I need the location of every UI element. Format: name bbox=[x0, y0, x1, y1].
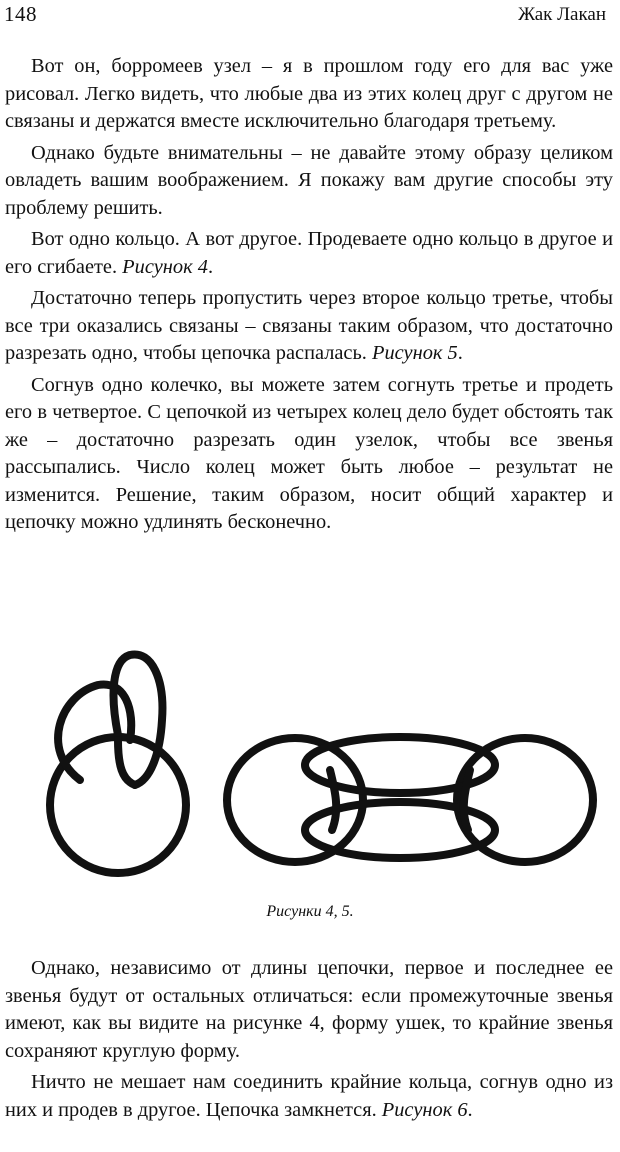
paragraph bbox=[5, 53, 613, 136]
paragraph-text: Вот одно кольцо. А вот другое. Продеваете одно кольцо в другое и его сгибаете. bbox=[5, 228, 613, 278]
knot-illustration bbox=[40, 640, 600, 890]
paragraph-text: Вот он, борромеев узел – я в прошлом году его для вас уже рисовал. Легко видеть, что любые два из этих колец друг с другом не связаны и держатся вместе исключительно благодаря третьему. bbox=[5, 55, 613, 132]
paragraph-tail: . bbox=[467, 1098, 473, 1121]
page-number: 148 bbox=[4, 2, 37, 26]
paragraph bbox=[5, 140, 613, 223]
link-right bbox=[464, 770, 470, 830]
paragraph-text: Согнув одно колечко, вы можете затем согнуть третье и продеть его в четвертое. С цепочкой из четырех колец дело будет обстоять так же – достаточно разрезать один узелок, чтобы все звенья рассыпались. Число колец может быть любое – результат не изменится. Решение, таким образом, носит общий характер и цепочку можно удлинять бесконечно. bbox=[5, 373, 613, 533]
figure-caption: Рисунки 4, 5. bbox=[266, 903, 354, 920]
paragraph-text: Однако, независимо от длины цепочки, первое и последнее ее звенья будут от остальных отличаться: если промежуточные звенья имеют, как вы видите на рисунке 4, форму ушек, то крайние звенья сохраняют круглую форму. bbox=[5, 957, 613, 1062]
body-text-bottom bbox=[5, 955, 613, 1128]
figure-4-drawing bbox=[50, 654, 186, 873]
body-text-top bbox=[5, 53, 613, 541]
paragraph bbox=[5, 372, 613, 537]
left-end-ring bbox=[227, 738, 363, 862]
link-left bbox=[330, 770, 336, 830]
knot-figure bbox=[40, 640, 600, 890]
paragraph-text: Ничто не мешает нам соединить крайние кольца, согнув одно из них и продев в другое. Цепочка замкнется. bbox=[5, 1071, 613, 1121]
figure-reference: Рисунок 4 bbox=[122, 255, 208, 278]
figure-reference: Рисунок 6 bbox=[381, 1098, 468, 1121]
figure-reference: Рисунок 5 bbox=[371, 342, 458, 364]
paragraph-tail: . bbox=[457, 342, 463, 364]
paragraph bbox=[5, 285, 613, 368]
paragraph bbox=[5, 955, 613, 1065]
paragraph-text: Достаточно теперь пропустить через второе кольцо третье, чтобы все три оказались связаны – связаны таким образом, что достаточно разрезать одно, чтобы цепочка распалась. bbox=[5, 287, 613, 364]
figure-5-drawing bbox=[227, 737, 593, 862]
page-header bbox=[0, 0, 612, 30]
paragraph-tail: . bbox=[207, 255, 214, 278]
running-head: Жак Лакан bbox=[518, 4, 606, 25]
paragraph bbox=[5, 1069, 613, 1124]
paragraph bbox=[5, 226, 613, 281]
ear-loop-inner bbox=[118, 740, 135, 785]
paragraph-text: Однако будьте внимательны – не давайте этому образу целиком овладеть вашим воображением. Я покажу вам другие способы эту проблему решить. bbox=[5, 141, 613, 219]
